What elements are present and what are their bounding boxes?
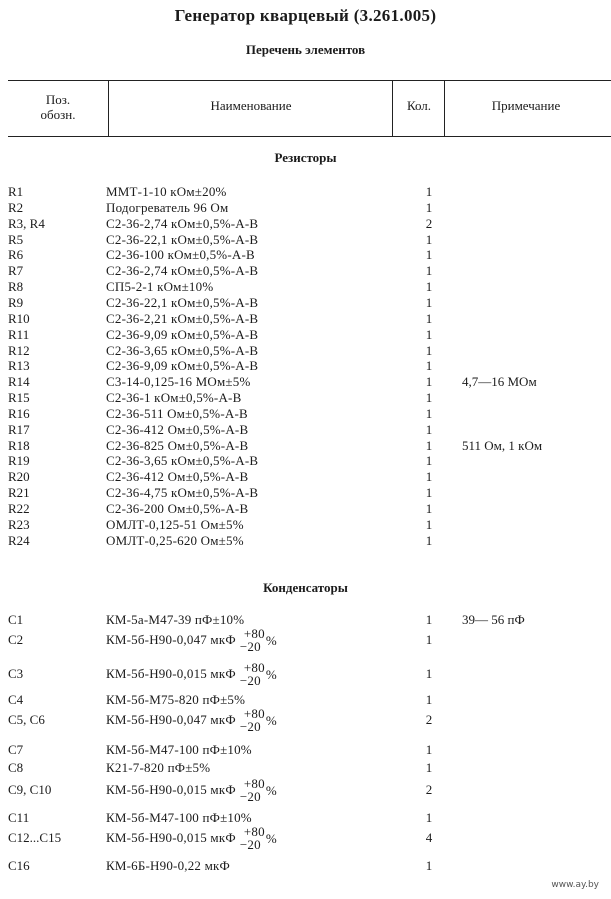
element-name	[106, 343, 258, 359]
table-row	[0, 823, 611, 853]
element-name-text: С2-36-22,1 кОм±0,5%-А-В	[106, 295, 259, 310]
element-name-text: С2-36-3,65 кОм±0,5%-А-В	[106, 453, 259, 468]
tolerance-lower: −20	[239, 639, 261, 655]
element-name-text: КМ-5б-Н90-0,015 мкФ	[106, 830, 236, 845]
position-designator: C4	[8, 692, 24, 707]
header-top-rule	[8, 80, 611, 81]
element-name	[106, 485, 258, 501]
quantity: 1	[425, 666, 433, 681]
position-designator: R24	[8, 533, 30, 548]
element-name	[106, 232, 258, 248]
position-designator: R7	[8, 263, 24, 278]
quantity: 1	[425, 692, 433, 707]
element-name	[106, 327, 258, 343]
header-note: Примечание	[491, 98, 561, 113]
element-name	[106, 216, 258, 232]
table-row	[0, 343, 611, 359]
table-row	[0, 406, 611, 422]
element-name	[106, 453, 258, 469]
table-row	[0, 469, 611, 485]
element-name-text: С2-36-1 кОм±0,5%-А-В	[106, 390, 242, 405]
element-name	[106, 406, 248, 422]
position-designator: C16	[8, 858, 30, 873]
quantity: 1	[425, 858, 433, 873]
tolerance-lower: −20	[239, 719, 261, 735]
header-pos-line1: Поз.	[45, 92, 71, 107]
element-name	[106, 390, 241, 406]
tolerance-upper: +80	[243, 626, 265, 642]
element-name	[106, 311, 258, 327]
table-row	[0, 295, 611, 311]
tolerance-upper: +80	[243, 824, 265, 840]
element-name-text: ОМЛТ-0,25-620 Ом±5%	[106, 533, 244, 548]
quantity: 1	[425, 501, 433, 516]
quantity: 2	[425, 712, 433, 727]
tolerance-lower: −20	[239, 673, 261, 689]
element-name-text: С2-36-9,09 кОм±0,5%-А-В	[106, 358, 259, 373]
element-name	[106, 247, 255, 263]
position-designator: R3, R4	[8, 216, 45, 231]
quantity: 2	[425, 782, 433, 797]
table-row	[0, 625, 611, 655]
page-title: Генератор кварцевый (3.261.005)	[174, 6, 437, 25]
position-designator: R13	[8, 358, 30, 373]
element-name-text: СП5-2-1 кОм±10%	[106, 279, 214, 294]
quantity: 4	[425, 830, 433, 845]
position-designator: R19	[8, 453, 30, 468]
column-divider	[392, 80, 393, 136]
tolerance-upper: +80	[243, 660, 265, 676]
table-row	[0, 311, 611, 327]
header-bottom-rule	[8, 136, 611, 137]
position-designator: R16	[8, 406, 30, 421]
section-title: Резисторы	[274, 150, 337, 165]
element-name	[106, 469, 248, 485]
element-name	[106, 533, 244, 549]
tolerance	[239, 660, 277, 689]
element-name	[106, 184, 227, 200]
tolerance-percent: %	[265, 831, 277, 847]
quantity: 1	[425, 295, 433, 310]
element-name-text: С2-36-412 Ом±0,5%-А-В	[106, 469, 249, 484]
quantity: 1	[425, 453, 433, 468]
position-designator: R17	[8, 422, 30, 437]
position-designator: C11	[8, 810, 30, 825]
element-name-text: КМ-5б-М75-820 пФ±5%	[106, 692, 246, 707]
tolerance	[239, 776, 277, 805]
element-name	[106, 422, 248, 438]
tolerance	[239, 824, 277, 853]
page-subtitle: Перечень элементов	[245, 42, 366, 57]
header-pos	[18, 92, 98, 122]
tolerance-upper: +80	[243, 706, 265, 722]
quantity: 1	[425, 390, 433, 405]
position-designator: R14	[8, 374, 30, 389]
quantity: 1	[425, 485, 433, 500]
position-designator: R18	[8, 438, 30, 453]
element-name-text: С2-36-825 Ом±0,5%-А-В	[106, 438, 249, 453]
quantity: 1	[425, 810, 433, 825]
element-name	[106, 858, 230, 874]
element-name	[106, 742, 252, 758]
table-row	[0, 200, 611, 216]
table-row	[0, 533, 611, 549]
header-pos-line2: обозн.	[40, 107, 76, 122]
quantity: 1	[425, 517, 433, 532]
element-name-text: КМ-5б-Н90-0,015 мкФ	[106, 666, 236, 681]
table-row	[0, 247, 611, 263]
header-name: Наименование	[210, 98, 292, 113]
position-designator: R15	[8, 390, 30, 405]
position-designator: R9	[8, 295, 24, 310]
element-name	[106, 775, 277, 805]
element-name-text: КМ-5б-М47-100 пФ±10%	[106, 810, 252, 825]
quantity: 1	[425, 406, 433, 421]
element-name-text: КМ-5б-Н90-0,047 мкФ	[106, 632, 236, 647]
table-row	[0, 858, 611, 874]
position-designator: C1	[8, 612, 24, 627]
position-designator: C2	[8, 632, 24, 647]
position-designator: R1	[8, 184, 24, 199]
position-designator: C8	[8, 760, 24, 775]
position-designator: R23	[8, 517, 30, 532]
table-row	[0, 279, 611, 295]
note: 511 Ом, 1 кОм	[462, 438, 543, 453]
element-name-text: С2-36-22,1 кОм±0,5%-А-В	[106, 232, 259, 247]
position-designator: R12	[8, 343, 30, 358]
quantity: 1	[425, 311, 433, 326]
position-designator: R2	[8, 200, 24, 215]
table-row	[0, 485, 611, 501]
position-designator: R21	[8, 485, 30, 500]
table-row	[0, 184, 611, 200]
element-name	[106, 374, 251, 390]
position-designator: R22	[8, 501, 30, 516]
position-designator: C3	[8, 666, 24, 681]
quantity: 1	[425, 184, 433, 199]
position-designator: R5	[8, 232, 24, 247]
quantity: 1	[425, 279, 433, 294]
element-name-text: С2-36-412 Ом±0,5%-А-В	[106, 422, 249, 437]
quantity: 1	[425, 438, 433, 453]
element-name-text: С2-36-2,74 кОм±0,5%-А-В	[106, 216, 259, 231]
element-name-text: КМ-5б-Н90-0,047 мкФ	[106, 712, 236, 727]
element-name-text: С2-36-9,09 кОм±0,5%-А-В	[106, 327, 259, 342]
quantity: 1	[425, 533, 433, 548]
table-row	[0, 232, 611, 248]
table-row	[0, 438, 611, 454]
position-designator: R20	[8, 469, 30, 484]
element-name	[106, 200, 228, 216]
quantity: 1	[425, 760, 433, 775]
element-name	[106, 279, 213, 295]
element-name	[106, 517, 244, 533]
element-name-text: С2-36-200 Ом±0,5%-А-В	[106, 501, 249, 516]
element-name-text: С2-36-4,75 кОм±0,5%-А-В	[106, 485, 259, 500]
element-name	[106, 263, 258, 279]
quantity: 1	[425, 422, 433, 437]
position-designator: R6	[8, 247, 24, 262]
element-name-text: ММТ-1-10 кОм±20%	[106, 184, 227, 199]
position-designator: C5, C6	[8, 712, 45, 727]
quantity: 1	[425, 374, 433, 389]
table-row	[0, 263, 611, 279]
table-row	[0, 501, 611, 517]
quantity: 2	[425, 216, 433, 231]
element-name-text: КМ-5а-М47-39 пФ±10%	[106, 612, 245, 627]
table-row	[0, 705, 611, 735]
element-name-text: К21-7-820 пФ±5%	[106, 760, 211, 775]
quantity: 1	[425, 358, 433, 373]
element-name	[106, 295, 258, 311]
element-name	[106, 501, 248, 517]
tolerance-upper: +80	[243, 776, 265, 792]
quantity: 1	[425, 263, 433, 278]
section-title: Конденсаторы	[263, 580, 348, 595]
tolerance-percent: %	[265, 667, 277, 683]
element-name-text: КМ-5б-М47-100 пФ±10%	[106, 742, 252, 757]
table-row	[0, 216, 611, 232]
column-divider	[108, 80, 109, 136]
position-designator: C9, C10	[8, 782, 52, 797]
table-row	[0, 390, 611, 406]
element-name	[106, 705, 277, 735]
tolerance-lower: −20	[239, 789, 261, 805]
quantity: 1	[425, 343, 433, 358]
element-name-text: ОМЛТ-0,125-51 Ом±5%	[106, 517, 244, 532]
table-row	[0, 422, 611, 438]
tolerance	[239, 626, 277, 655]
table-row	[0, 374, 611, 390]
element-name-text: С2-36-511 Ом±0,5%-А-В	[106, 406, 248, 421]
tolerance-lower: −20	[239, 837, 261, 853]
element-name	[106, 438, 248, 454]
element-name-text: С2-36-3,65 кОм±0,5%-А-В	[106, 343, 259, 358]
header-qty: Кол.	[406, 98, 432, 113]
note: 4,7—16 МОм	[462, 374, 537, 389]
position-designator: C12...C15	[8, 830, 62, 845]
column-divider	[444, 80, 445, 136]
tolerance	[239, 706, 277, 735]
position-designator: R11	[8, 327, 30, 342]
tolerance-percent: %	[265, 633, 277, 649]
element-name	[106, 625, 277, 655]
quantity: 1	[425, 742, 433, 757]
table-row	[0, 517, 611, 533]
table-row	[0, 358, 611, 374]
element-name	[106, 659, 277, 689]
table-row	[0, 760, 611, 776]
element-name-text: С2-36-2,21 кОм±0,5%-А-В	[106, 311, 259, 326]
table-row	[0, 327, 611, 343]
table-row	[0, 742, 611, 758]
element-name-text: КМ-5б-Н90-0,015 мкФ	[106, 782, 236, 797]
table-row	[0, 453, 611, 469]
quantity: 1	[425, 612, 433, 627]
note: 39— 56 пФ	[462, 612, 525, 627]
watermark: www.ay.by	[551, 880, 599, 890]
element-name	[106, 760, 210, 776]
element-name-text: С3-14-0,125-16 МОм±5%	[106, 374, 251, 389]
element-name-text: Подогреватель 96 Ом	[106, 200, 229, 215]
element-name-text: С2-36-2,74 кОм±0,5%-А-В	[106, 263, 259, 278]
table-row	[0, 775, 611, 805]
quantity: 1	[425, 469, 433, 484]
element-name	[106, 358, 258, 374]
element-name-text: С2-36-100 кОм±0,5%-А-В	[106, 247, 255, 262]
table-row	[0, 659, 611, 689]
quantity: 1	[425, 632, 433, 647]
quantity: 1	[425, 327, 433, 342]
element-name-text: КМ-6Б-Н90-0,22 мкФ	[106, 858, 230, 873]
element-name	[106, 823, 277, 853]
position-designator: C7	[8, 742, 24, 757]
tolerance-percent: %	[265, 783, 277, 799]
quantity: 1	[425, 200, 433, 215]
position-designator: R10	[8, 311, 30, 326]
tolerance-percent: %	[265, 713, 277, 729]
quantity: 1	[425, 232, 433, 247]
position-designator: R8	[8, 279, 24, 294]
quantity: 1	[425, 247, 433, 262]
